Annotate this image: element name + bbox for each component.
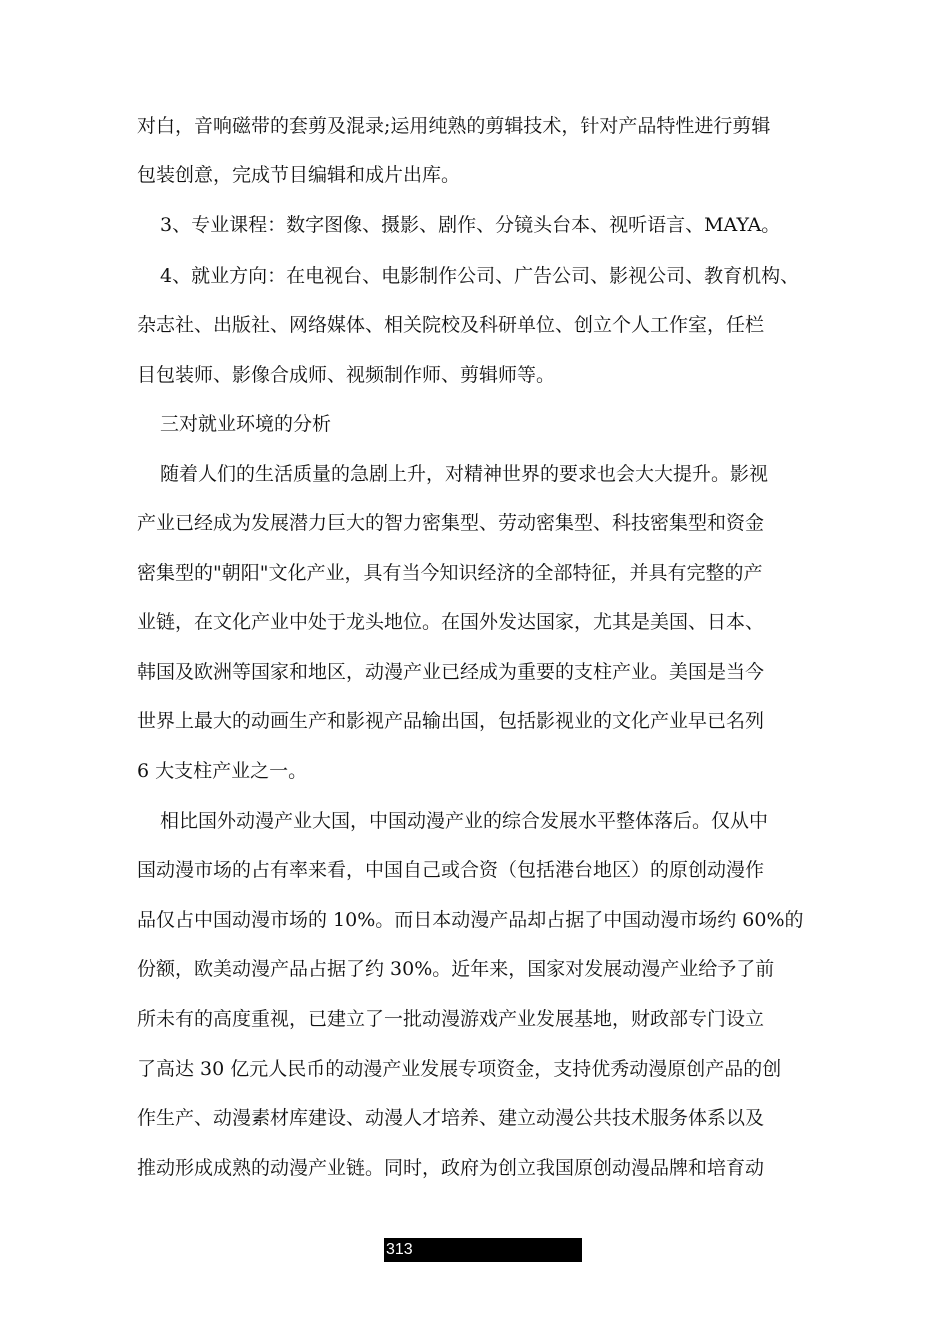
text-line: 作生产、动漫素材库建设、动漫人才培养、建立动漫公共技术服务体系以及 (137, 1107, 765, 1129)
text-line: 相比国外动漫产业大国，中国动漫产业的综合发展水平整体落后。仅从中 (160, 810, 769, 832)
page-number: 313 (384, 1238, 582, 1262)
text-line: 密集型的"朝阳"文化产业，具有当今知识经济的全部特征，并具有完整的产 (137, 562, 763, 584)
text-line: 4、就业方向：在电视台、电影制作公司、广告公司、影视公司、教育机构、 (160, 265, 800, 287)
text-line: 了高达 30 亿元人民币的动漫产业发展专项资金，支持优秀动漫原创产品的创 (137, 1058, 782, 1080)
text-line: 品仅占中国动漫市场的 10%。而日本动漫产品却占据了中国动漫市场约 60%的 (137, 909, 804, 931)
text-line: 6 大支柱产业之一。 (137, 760, 308, 782)
text-line: 份额，欧美动漫产品占据了约 30%。近年来，国家对发展动漫产业给予了前 (137, 958, 775, 980)
text-line: 3、专业课程：数字图像、摄影、剧作、分镜头台本、视听语言、MAYA。 (160, 214, 781, 236)
text-line: 世界上最大的动画生产和影视产品输出国，包括影视业的文化产业早已名列 (137, 710, 765, 732)
text-line: 随着人们的生活质量的急剧上升，对精神世界的要求也会大大提升。影视 (160, 463, 769, 485)
text-line: 推动形成成熟的动漫产业链。同时，政府为创立我国原创动漫品牌和培育动 (137, 1157, 765, 1179)
text-line: 对白，音响磁带的套剪及混录;运用纯熟的剪辑技术，针对产品特性进行剪辑 (137, 115, 771, 137)
text-line: 国动漫市场的占有率来看，中国自己或合资（包括港台地区）的原创动漫作 (137, 859, 765, 881)
text-line: 韩国及欧洲等国家和地区，动漫产业已经成为重要的支柱产业。美国是当今 (137, 661, 765, 683)
text-line: 所未有的高度重视，已建立了一批动漫游戏产业发展基地，财政部专门设立 (137, 1008, 765, 1030)
text-line: 目包装师、影像合成师、视频制作师、剪辑师等。 (137, 364, 556, 386)
text-line: 业链，在文化产业中处于龙头地位。在国外发达国家，尤其是美国、日本、 (137, 611, 765, 633)
text-line: 产业已经成为发展潜力巨大的智力密集型、劳动密集型、科技密集型和资金 (137, 512, 765, 534)
section-heading: 三对就业环境的分析 (160, 413, 332, 435)
text-line: 包装创意，完成节目编辑和成片出库。 (137, 164, 461, 186)
text-line: 杂志社、出版社、网络媒体、相关院校及科研单位、创立个人工作室，任栏 (137, 314, 765, 336)
